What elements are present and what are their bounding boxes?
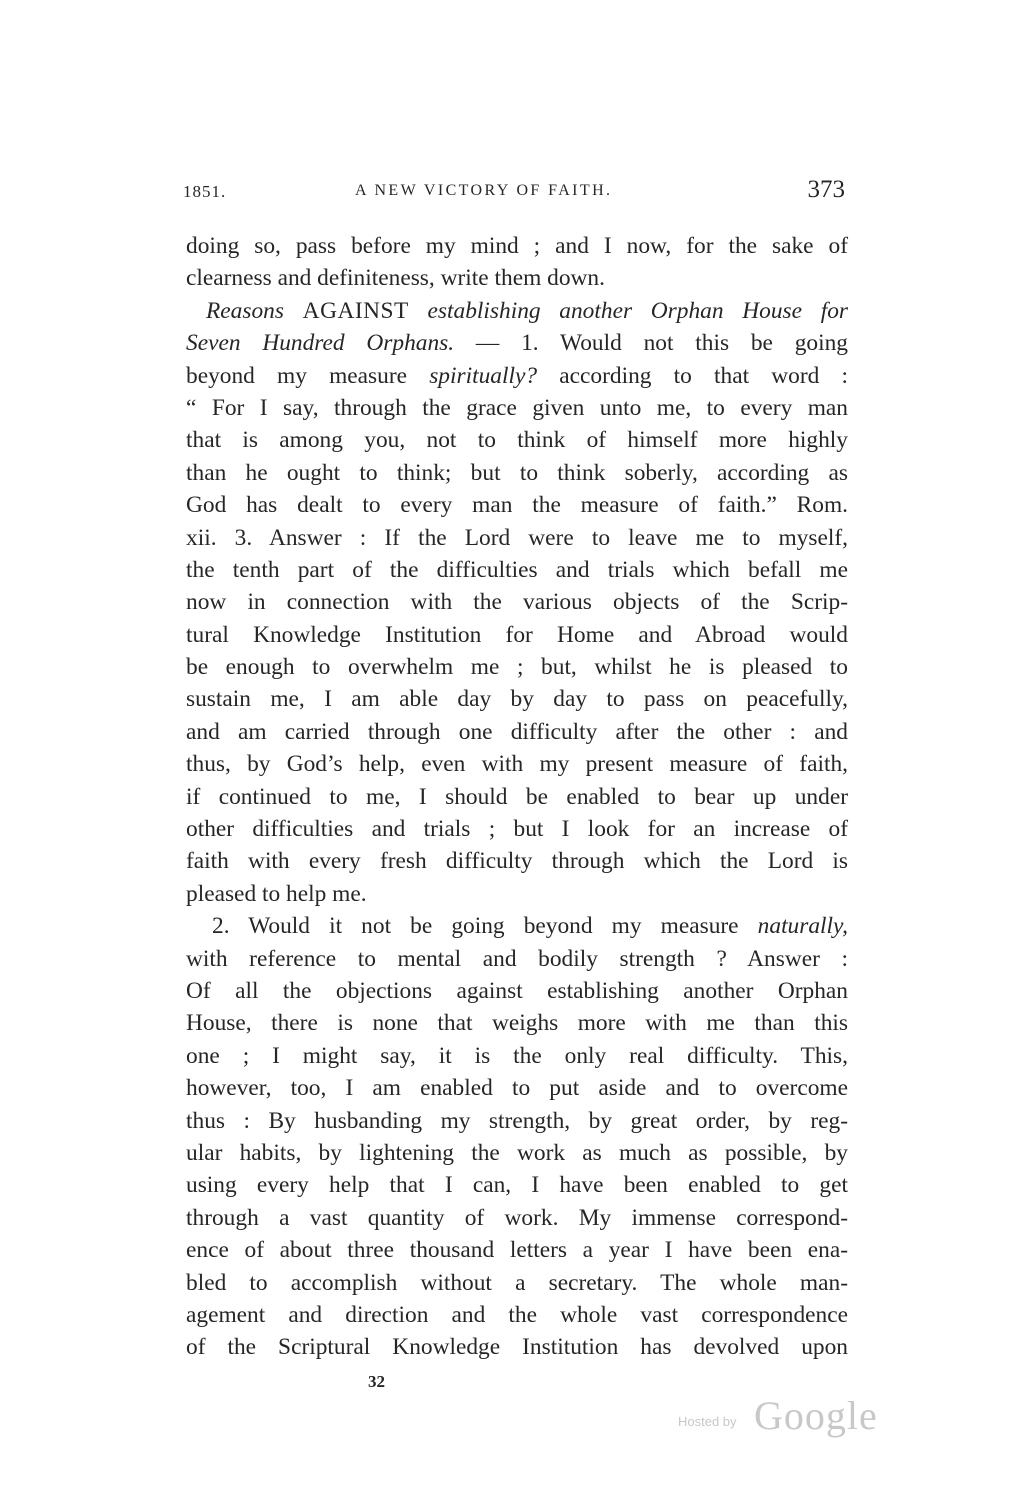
text-line: tural Knowledge Institution for Home and Abroad would bbox=[186, 621, 848, 648]
text-line bbox=[186, 360, 848, 392]
text-line: using every help that I can, I have been enabled to get bbox=[186, 1172, 848, 1199]
text-span: according to that word : bbox=[537, 362, 849, 389]
text-line: thus : By husbanding my strength, by great order, by reg- bbox=[186, 1107, 848, 1134]
text-line: agement and direction and the whole vast correspondence bbox=[186, 1301, 848, 1328]
text-span: 2. Would it not be going beyond my measure bbox=[212, 913, 758, 940]
text-line bbox=[186, 327, 848, 359]
text-span: beyond my measure bbox=[186, 362, 430, 389]
heading-italic-text: Reasons bbox=[206, 297, 303, 324]
heading-italic-text: Seven Hundred Orphans. bbox=[186, 330, 455, 357]
text-line: ular habits, by lightening the work as much as possible, by bbox=[186, 1139, 848, 1166]
text-line: thus, by God’s help, even with my present measure of faith, bbox=[186, 751, 848, 778]
text-line: doing so, pass before my mind ; and I now, for the sake of bbox=[186, 233, 848, 259]
text-line: if continued to me, I should be enabled to bear up under bbox=[186, 783, 848, 810]
heading-smallcaps-text: AGAINST bbox=[302, 297, 409, 324]
header-title: A NEW VICTORY OF FAITH. bbox=[355, 182, 613, 199]
text-line: bled to accomplish without a secretary. The whole man- bbox=[186, 1269, 848, 1296]
text-line: of the Scriptural Knowledge Institution has devolved upon bbox=[186, 1334, 848, 1361]
text-line: pleased to help me. bbox=[186, 880, 367, 907]
text-line: sustain me, I am able day by day to pass on peacefully, bbox=[186, 686, 848, 713]
text-line: God has dealt to every man the measure of faith.” Rom. bbox=[186, 492, 848, 519]
text-line: the tenth part of the difficulties and trials which befall me bbox=[186, 556, 848, 583]
italic-text: naturally, bbox=[757, 913, 848, 940]
text-line: one ; I might say, it is the only real difficulty. This, bbox=[186, 1042, 848, 1069]
body-text bbox=[186, 230, 848, 1364]
text-line: Of all the objections against establishing another Orphan bbox=[186, 977, 848, 1004]
text-line: be enough to overwhelm me ; but, whilst he is pleased to bbox=[186, 654, 848, 681]
text-line: and am carried through one difficulty after the other : and bbox=[186, 718, 848, 745]
google-watermark bbox=[678, 1392, 888, 1442]
printer-signature-mark: 32 bbox=[368, 1372, 385, 1391]
text-line: other difficulties and trials ; but I look for an increase of bbox=[186, 816, 848, 843]
text-line: clearness and definiteness, write them down. bbox=[186, 265, 605, 292]
text-line: faith with every fresh difficulty through which the Lord is bbox=[186, 848, 848, 875]
text-line: with reference to mental and bodily strength ? Answer : bbox=[186, 945, 848, 972]
text-line-heading bbox=[186, 295, 848, 327]
page-number: 373 bbox=[807, 176, 845, 203]
google-logo: Google bbox=[754, 1393, 878, 1438]
running-header bbox=[183, 176, 845, 212]
watermark-hosted-text: Hosted by bbox=[678, 1414, 737, 1429]
text-line: however, too, I am enabled to put aside and to overcome bbox=[186, 1075, 848, 1102]
text-line: xii. 3. Answer : If the Lord were to leave me to myself, bbox=[186, 524, 848, 551]
text-span: — 1. Would not this be going bbox=[454, 330, 849, 357]
italic-text: spiritually? bbox=[429, 362, 538, 389]
text-line: that is among you, not to think of himself more highly bbox=[186, 427, 848, 454]
text-line: through a vast quantity of work. My immense correspond- bbox=[186, 1204, 848, 1231]
heading-italic-text: establishing another Orphan House for bbox=[408, 297, 849, 324]
header-year: 1851. bbox=[183, 182, 227, 201]
text-line: “ For I say, through the grace given unto me, to every man bbox=[186, 394, 848, 421]
text-line: ence of about three thousand letters a year I have been ena- bbox=[186, 1237, 848, 1264]
text-line bbox=[186, 910, 848, 942]
text-line: now in connection with the various objects of the Scrip- bbox=[186, 589, 848, 616]
text-line: than he ought to think; but to think soberly, according as bbox=[186, 459, 848, 486]
text-line: House, there is none that weighs more with me than this bbox=[186, 1010, 848, 1037]
